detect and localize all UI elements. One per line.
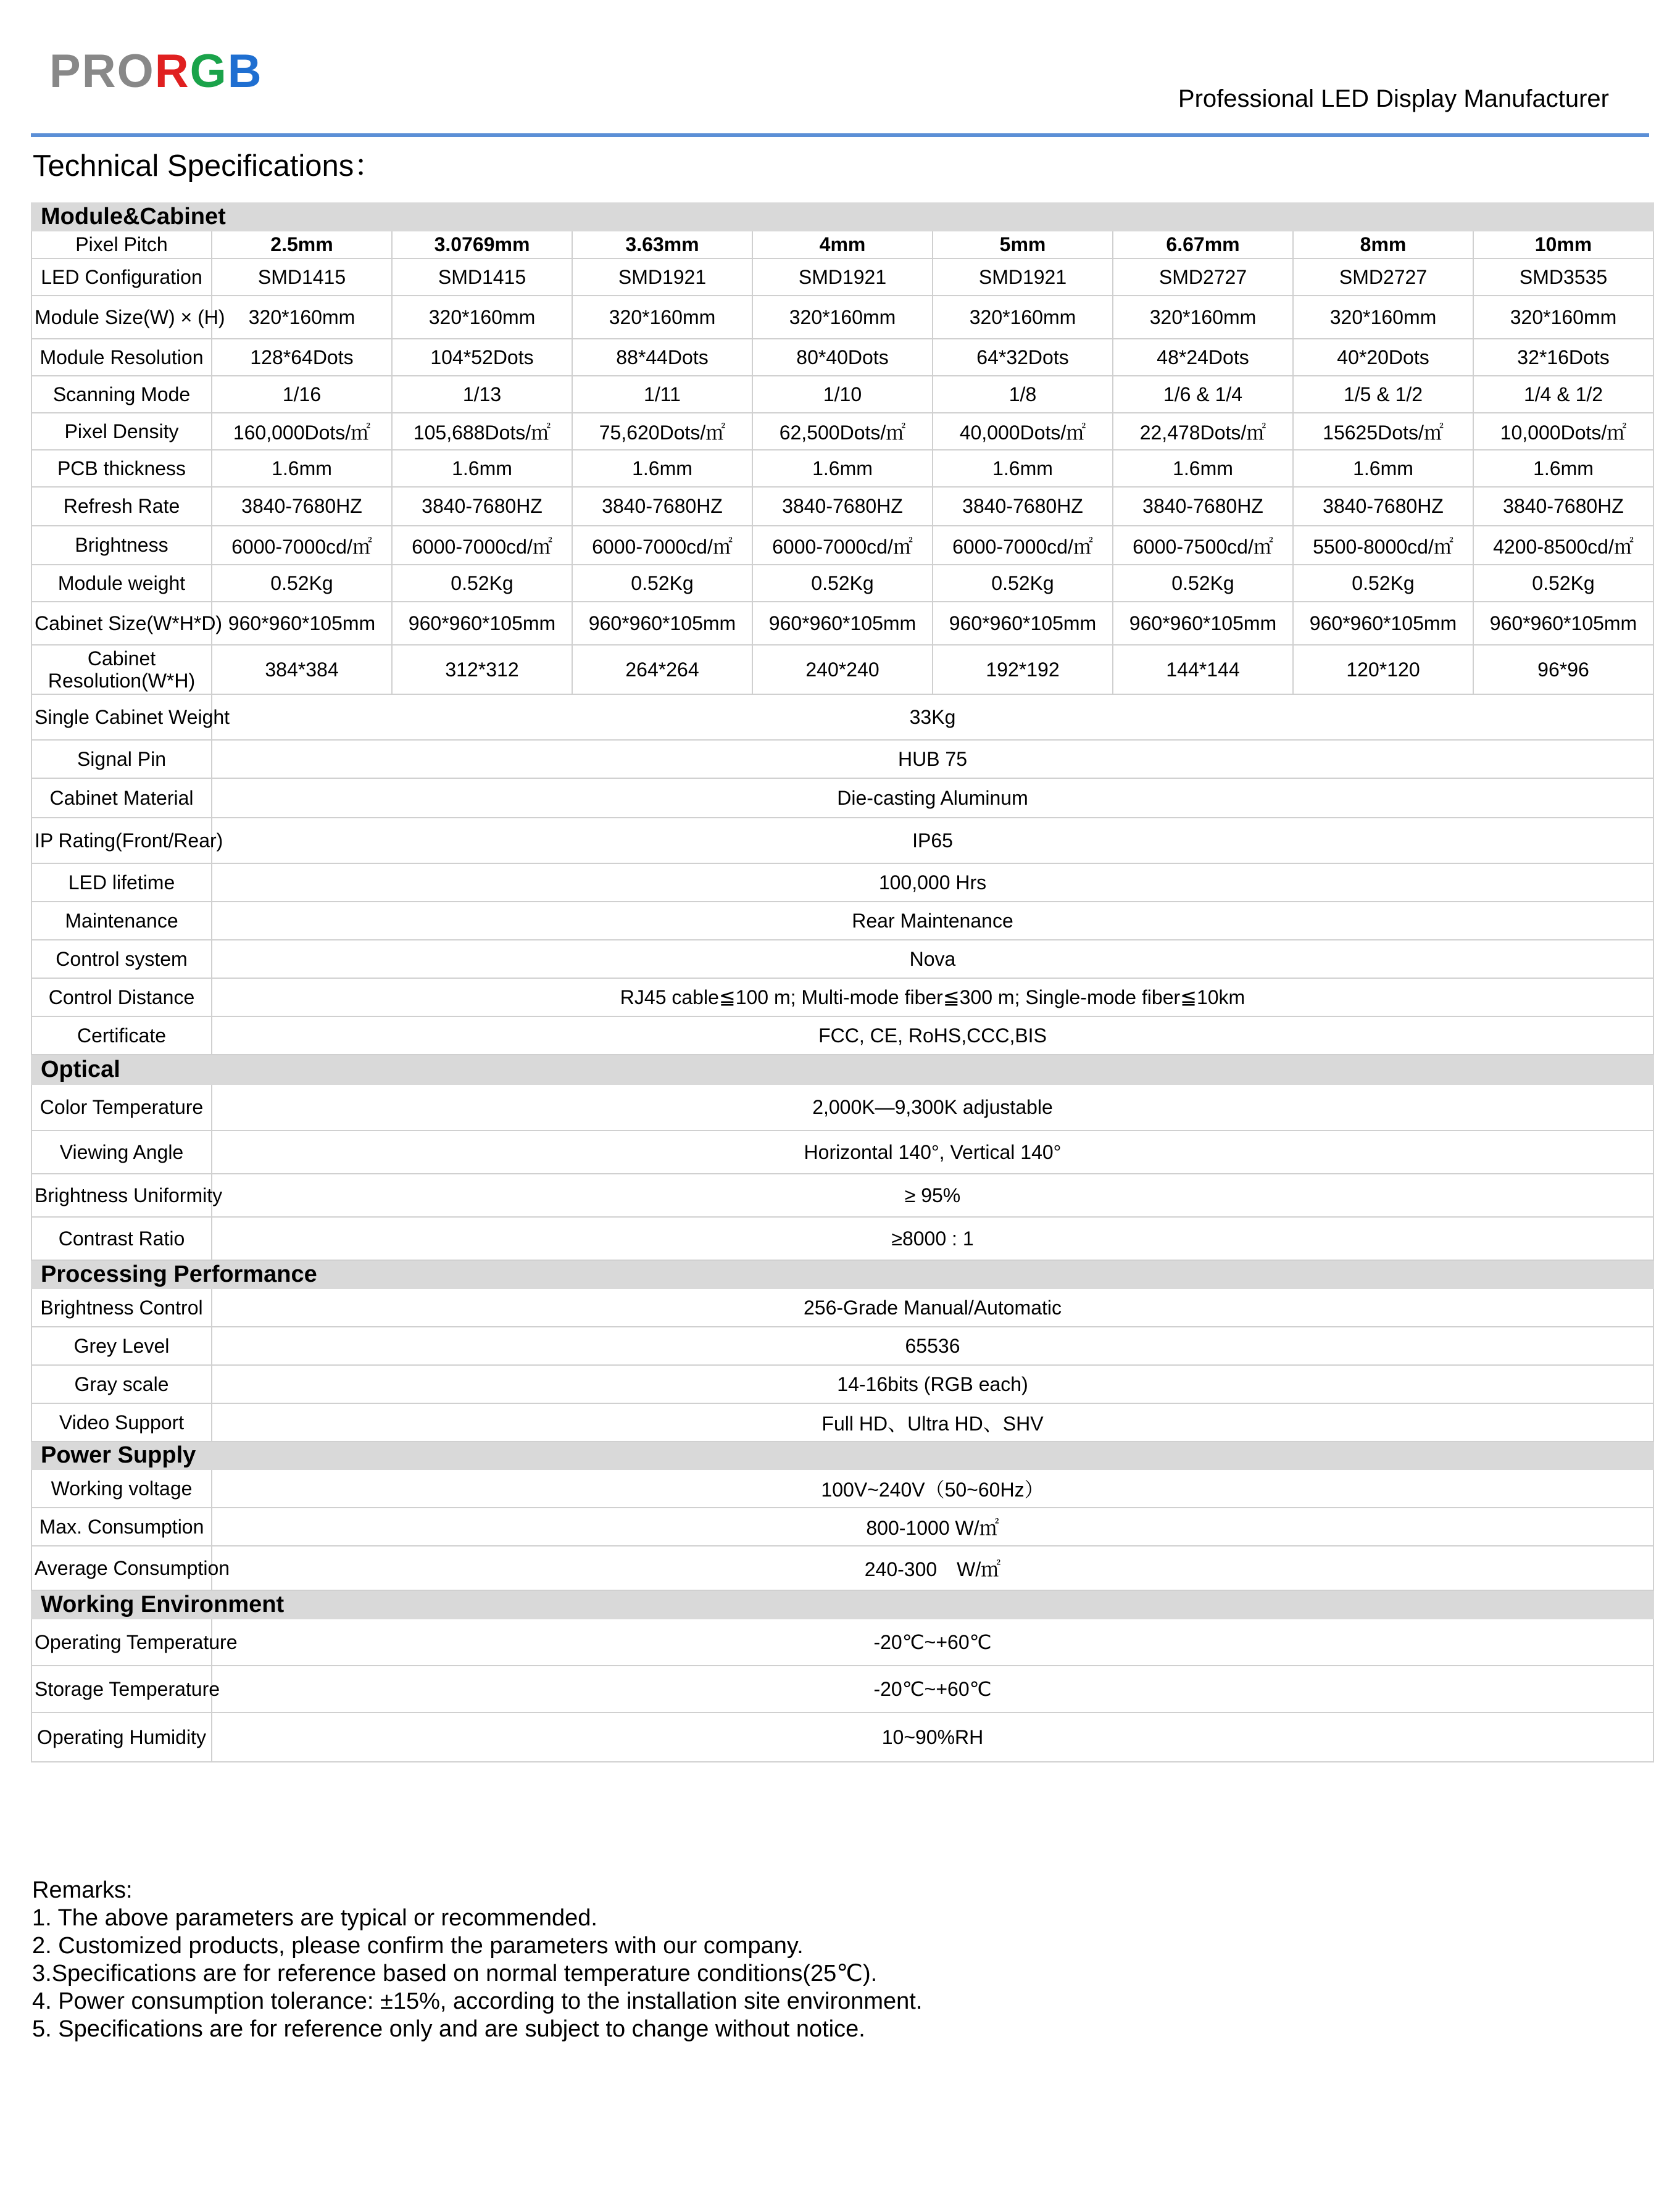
section-heading: Power Supply	[31, 1442, 1653, 1469]
section-power	[31, 1442, 1653, 1469]
spec-value: -20℃~+60℃	[212, 1619, 1653, 1666]
spec-row	[31, 487, 1653, 526]
spec-value: Rear Maintenance	[212, 902, 1653, 940]
spec-row	[31, 1327, 1653, 1365]
spec-value: 320*160mm	[212, 296, 392, 339]
spec-label: Cabinet Size(W*H*D)	[31, 602, 212, 645]
spec-label: Grey Level	[31, 1327, 212, 1365]
spec-row	[31, 902, 1653, 940]
spec-value: 65536	[212, 1327, 1653, 1365]
spec-value: 0.52Kg	[572, 565, 752, 602]
spec-label: Brightness Control	[31, 1289, 212, 1327]
spec-label: Cabinet Material	[31, 778, 212, 818]
spec-row	[31, 940, 1653, 978]
logo-pro: PRO	[49, 45, 155, 98]
spec-value: SMD3535	[1473, 259, 1653, 296]
spec-value: 1.6mm	[752, 450, 933, 487]
logo-b: B	[227, 45, 263, 98]
spec-value: SMD1415	[392, 259, 572, 296]
spec-row	[31, 1546, 1653, 1590]
spec-label: Cabinet Resolution(W*H)	[31, 645, 212, 694]
spec-row	[31, 978, 1653, 1016]
remarks	[32, 1877, 922, 2043]
spec-value: 5500-8000cd/㎡	[1293, 526, 1473, 565]
spec-label: Max. Consumption	[31, 1508, 212, 1546]
spec-value: 320*160mm	[572, 296, 752, 339]
spec-value: 6000-7500cd/㎡	[1113, 526, 1293, 565]
spec-row	[31, 259, 1653, 296]
spec-value: 80*40Dots	[752, 339, 933, 376]
spec-value: 256-Grade Manual/Automatic	[212, 1289, 1653, 1327]
spec-row	[31, 1365, 1653, 1403]
section-module	[31, 203, 1653, 231]
spec-value: Die-casting Aluminum	[212, 778, 1653, 818]
spec-value: 1.6mm	[1293, 450, 1473, 487]
spec-value: 1/6 & 1/4	[1113, 376, 1293, 413]
spec-value: 100V~240V（50~60Hz）	[212, 1469, 1653, 1508]
spec-value: 1/13	[392, 376, 572, 413]
spec-value: 120*120	[1293, 645, 1473, 694]
spec-value: 1.6mm	[933, 450, 1113, 487]
spec-row	[31, 526, 1653, 565]
spec-value: 960*960*105mm	[392, 602, 572, 645]
spec-row	[31, 450, 1653, 487]
section-optical	[31, 1055, 1653, 1084]
spec-label: Color Temperature	[31, 1084, 212, 1131]
spec-value: 160,000Dots/㎡	[212, 413, 392, 450]
spec-value: 6000-7000cd/㎡	[392, 526, 572, 565]
spec-row	[31, 413, 1653, 450]
spec-value: 6.67mm	[1113, 231, 1293, 259]
spec-value: 88*44Dots	[572, 339, 752, 376]
spec-value: SMD1921	[752, 259, 933, 296]
section-heading: Module&Cabinet	[31, 203, 1653, 231]
spec-value: 312*312	[392, 645, 572, 694]
spec-label: Maintenance	[31, 902, 212, 940]
spec-value: SMD1415	[212, 259, 392, 296]
spec-table-body	[31, 203, 1653, 1762]
spec-value: 5mm	[933, 231, 1113, 259]
spec-value: 3.63mm	[572, 231, 752, 259]
spec-value: Horizontal 140°, Vertical 140°	[212, 1131, 1653, 1174]
spec-label: Signal Pin	[31, 740, 212, 778]
spec-row	[31, 863, 1653, 902]
spec-label: Contrast Ratio	[31, 1217, 212, 1260]
section-heading: Processing Performance	[31, 1260, 1653, 1289]
spec-value: 2,000K—9,300K adjustable	[212, 1084, 1653, 1131]
spec-label: Working voltage	[31, 1469, 212, 1508]
spec-row	[31, 694, 1653, 740]
remark-item: 3.Specifications are for reference based on normal temperature conditions(25℃).	[32, 1961, 878, 1986]
spec-value: 48*24Dots	[1113, 339, 1293, 376]
spec-label: Pixel Pitch	[31, 231, 212, 259]
spec-value: 960*960*105mm	[572, 602, 752, 645]
spec-value: 0.52Kg	[392, 565, 572, 602]
spec-row	[31, 1016, 1653, 1055]
pixel-pitch-header-row	[31, 231, 1653, 259]
page-title: Technical Specifications：	[33, 149, 385, 183]
spec-value: 14-16bits (RGB each)	[212, 1365, 1653, 1403]
spec-label: IP Rating(Front/Rear)	[31, 818, 212, 863]
spec-label: Pixel Density	[31, 413, 212, 450]
spec-label: Gray scale	[31, 1365, 212, 1403]
spec-row	[31, 645, 1653, 694]
spec-row	[31, 1712, 1653, 1762]
spec-label: Brightness Uniformity	[31, 1174, 212, 1217]
spec-value: 15625Dots/㎡	[1293, 413, 1473, 450]
spec-value: 800-1000 W/㎡	[212, 1508, 1653, 1546]
spec-value: 10,000Dots/㎡	[1473, 413, 1653, 450]
spec-value: RJ45 cable≦100 m; Multi-mode fiber≦300 m; Single-mode fiber≦10km	[212, 978, 1653, 1016]
spec-value: 4200-8500cd/㎡	[1473, 526, 1653, 565]
header-divider	[31, 133, 1649, 137]
spec-value: 64*32Dots	[933, 339, 1113, 376]
spec-label: Scanning Mode	[31, 376, 212, 413]
spec-value: 3840-7680HZ	[392, 487, 572, 526]
spec-value: 1.6mm	[1473, 450, 1653, 487]
spec-table	[31, 202, 1654, 1762]
spec-value: 960*960*105mm	[1113, 602, 1293, 645]
spec-value: SMD1921	[572, 259, 752, 296]
spec-label: Certificate	[31, 1016, 212, 1055]
spec-label: Control Distance	[31, 978, 212, 1016]
spec-value: ≥8000 : 1	[212, 1217, 1653, 1260]
company-logo	[49, 45, 263, 98]
spec-value: 96*96	[1473, 645, 1653, 694]
spec-value: 960*960*105mm	[752, 602, 933, 645]
spec-value: 960*960*105mm	[1473, 602, 1653, 645]
spec-row	[31, 818, 1653, 863]
spec-value: FCC, CE, RoHS,CCC,BIS	[212, 1016, 1653, 1055]
spec-value: 0.52Kg	[212, 565, 392, 602]
spec-row	[31, 1469, 1653, 1508]
spec-value: 960*960*105mm	[1293, 602, 1473, 645]
remark-item: 1. The above parameters are typical or recommended.	[32, 1905, 597, 1931]
tagline: Professional LED Display Manufacturer	[1178, 85, 1609, 112]
spec-value: 6000-7000cd/㎡	[572, 526, 752, 565]
spec-value: 128*64Dots	[212, 339, 392, 376]
spec-row	[31, 376, 1653, 413]
spec-label: Viewing Angle	[31, 1131, 212, 1174]
spec-value: 1/11	[572, 376, 752, 413]
spec-value: 320*160mm	[1473, 296, 1653, 339]
spec-row	[31, 602, 1653, 645]
spec-value: 0.52Kg	[1113, 565, 1293, 602]
spec-label: Control system	[31, 940, 212, 978]
spec-value: 3840-7680HZ	[1293, 487, 1473, 526]
spec-value: 960*960*105mm	[933, 602, 1113, 645]
spec-value: 3840-7680HZ	[1113, 487, 1293, 526]
spec-value: SMD2727	[1113, 259, 1293, 296]
spec-value: 40,000Dots/㎡	[933, 413, 1113, 450]
spec-label: LED Configuration	[31, 259, 212, 296]
spec-value: -20℃~+60℃	[212, 1666, 1653, 1712]
spec-row	[31, 1619, 1653, 1666]
spec-label: Operating Temperature	[31, 1619, 212, 1666]
spec-label: Average Consumption	[31, 1546, 212, 1590]
spec-row	[31, 1131, 1653, 1174]
remarks-title: Remarks:	[32, 1877, 133, 1903]
spec-label: Module Resolution	[31, 339, 212, 376]
section-processing	[31, 1260, 1653, 1289]
remark-item: 5. Specifications are for reference only and are subject to change without notice.	[32, 2016, 865, 2042]
spec-value: SMD1921	[933, 259, 1113, 296]
spec-value: 1/8	[933, 376, 1113, 413]
spec-value: 1/4 & 1/2	[1473, 376, 1653, 413]
spec-value: 1.6mm	[572, 450, 752, 487]
spec-label: Video Support	[31, 1403, 212, 1442]
spec-row	[31, 1508, 1653, 1546]
spec-label: Storage Temperature	[31, 1666, 212, 1712]
section-heading: Working Environment	[31, 1590, 1653, 1619]
spec-label: Refresh Rate	[31, 487, 212, 526]
section-heading: Optical	[31, 1055, 1653, 1084]
logo-g: G	[189, 45, 228, 98]
spec-value: 320*160mm	[1113, 296, 1293, 339]
spec-label: Operating Humidity	[31, 1712, 212, 1762]
spec-value: 1/10	[752, 376, 933, 413]
spec-value: 0.52Kg	[752, 565, 933, 602]
spec-value: 62,500Dots/㎡	[752, 413, 933, 450]
spec-value: 960*960*105mm	[212, 602, 392, 645]
spec-value: 22,478Dots/㎡	[1113, 413, 1293, 450]
section-environment	[31, 1590, 1653, 1619]
spec-value: 320*160mm	[392, 296, 572, 339]
spec-value: 10~90%RH	[212, 1712, 1653, 1762]
spec-value: 104*52Dots	[392, 339, 572, 376]
spec-value: 384*384	[212, 645, 392, 694]
spec-value: Full HD、Ultra HD、SHV	[212, 1403, 1653, 1442]
spec-value: 0.52Kg	[1293, 565, 1473, 602]
spec-value: 1/5 & 1/2	[1293, 376, 1473, 413]
spec-value: ≥ 95%	[212, 1174, 1653, 1217]
spec-value: 2.5mm	[212, 231, 392, 259]
spec-value: 0.52Kg	[933, 565, 1113, 602]
spec-value: 264*264	[572, 645, 752, 694]
spec-value: 3840-7680HZ	[933, 487, 1113, 526]
spec-value: 1/16	[212, 376, 392, 413]
remark-item: 2. Customized products, please confirm the parameters with our company.	[32, 1933, 804, 1959]
spec-value: 6000-7000cd/㎡	[752, 526, 933, 565]
spec-row	[31, 296, 1653, 339]
spec-value: 4mm	[752, 231, 933, 259]
spec-value: 320*160mm	[752, 296, 933, 339]
spec-row	[31, 1666, 1653, 1712]
spec-value: 10mm	[1473, 231, 1653, 259]
spec-value: 1.6mm	[392, 450, 572, 487]
spec-row	[31, 1174, 1653, 1217]
spec-row	[31, 1289, 1653, 1327]
spec-label: PCB thickness	[31, 450, 212, 487]
remark-item: 4. Power consumption tolerance: ±15%, according to the installation site environment.	[32, 1988, 923, 2014]
spec-value: 192*192	[933, 645, 1113, 694]
spec-value: 3.0769mm	[392, 231, 572, 259]
spec-value: 3840-7680HZ	[752, 487, 933, 526]
spec-label: Brightness	[31, 526, 212, 565]
spec-row	[31, 565, 1653, 602]
spec-label: LED lifetime	[31, 863, 212, 902]
spec-value: 6000-7000cd/㎡	[212, 526, 392, 565]
spec-value: IP65	[212, 818, 1653, 863]
spec-value: 32*16Dots	[1473, 339, 1653, 376]
spec-value: 1.6mm	[1113, 450, 1293, 487]
spec-value: 6000-7000cd/㎡	[933, 526, 1113, 565]
spec-value: 320*160mm	[933, 296, 1113, 339]
spec-value: SMD2727	[1293, 259, 1473, 296]
spec-label: Module Size(W) × (H)	[31, 296, 212, 339]
spec-value: 100,000 Hrs	[212, 863, 1653, 902]
spec-value: 33Kg	[212, 694, 1653, 740]
spec-row	[31, 740, 1653, 778]
spec-value: 3840-7680HZ	[572, 487, 752, 526]
spec-value: 3840-7680HZ	[1473, 487, 1653, 526]
spec-value: 105,688Dots/㎡	[392, 413, 572, 450]
spec-row	[31, 1403, 1653, 1442]
spec-value: 320*160mm	[1293, 296, 1473, 339]
spec-value: HUB 75	[212, 740, 1653, 778]
spec-value: 40*20Dots	[1293, 339, 1473, 376]
spec-value: 8mm	[1293, 231, 1473, 259]
spec-value: 240*240	[752, 645, 933, 694]
spec-value: 3840-7680HZ	[212, 487, 392, 526]
spec-value: Nova	[212, 940, 1653, 978]
spec-row	[31, 778, 1653, 818]
spec-value: 0.52Kg	[1473, 565, 1653, 602]
spec-row	[31, 339, 1653, 376]
spec-row	[31, 1084, 1653, 1131]
spec-label: Module weight	[31, 565, 212, 602]
spec-label: Single Cabinet Weight	[31, 694, 212, 740]
spec-value: 240-300 W/㎡	[212, 1546, 1653, 1590]
spec-value: 75,620Dots/㎡	[572, 413, 752, 450]
logo-r: R	[154, 45, 190, 98]
spec-value: 1.6mm	[212, 450, 392, 487]
spec-row	[31, 1217, 1653, 1260]
spec-value: 144*144	[1113, 645, 1293, 694]
